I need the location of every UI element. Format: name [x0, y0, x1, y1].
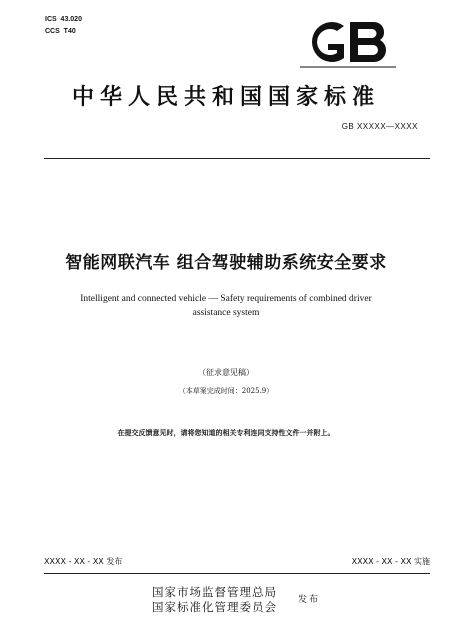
gb-logo-b-mark	[350, 22, 386, 62]
document-title-en	[60, 292, 392, 320]
footer-divider	[44, 573, 430, 574]
header-divider	[44, 158, 430, 159]
issuer-sac: 国家标准化管理委员会	[152, 600, 277, 614]
document-title-en-line1: Intelligent and connected vehicle — Safety requirements of combined driver	[80, 294, 372, 304]
gb-logo	[300, 16, 396, 68]
issuer-samr: 国家市场监督管理总局	[152, 585, 277, 599]
ccs-code: CCS T40	[45, 28, 76, 35]
issue-date: XXXX - XX - XX 发布	[44, 557, 123, 566]
document-title-cn: 智能网联汽车 组合驾驶辅助系统安全要求	[65, 253, 387, 273]
draft-date: （本草案完成时间：2025.9）	[178, 387, 274, 395]
ics-code: ICS 43.020	[45, 16, 82, 23]
implementation-date: XXXX - XX - XX 实施	[351, 557, 430, 566]
header-codes	[45, 14, 82, 38]
draft-label: （征求意见稿）	[198, 368, 254, 377]
issue-word: 发布	[298, 595, 321, 605]
document-title-en-line2: assistance system	[192, 308, 260, 318]
gb-logo-g-mark	[312, 22, 344, 62]
standard-type-title: 中华人民共和国国家标准	[71, 85, 380, 110]
patent-notice: 在提交反馈意见时，请将您知道的相关专利连同支持性文件一并附上。	[117, 429, 335, 437]
standard-number: GB XXXXX—XXXX	[341, 122, 418, 131]
